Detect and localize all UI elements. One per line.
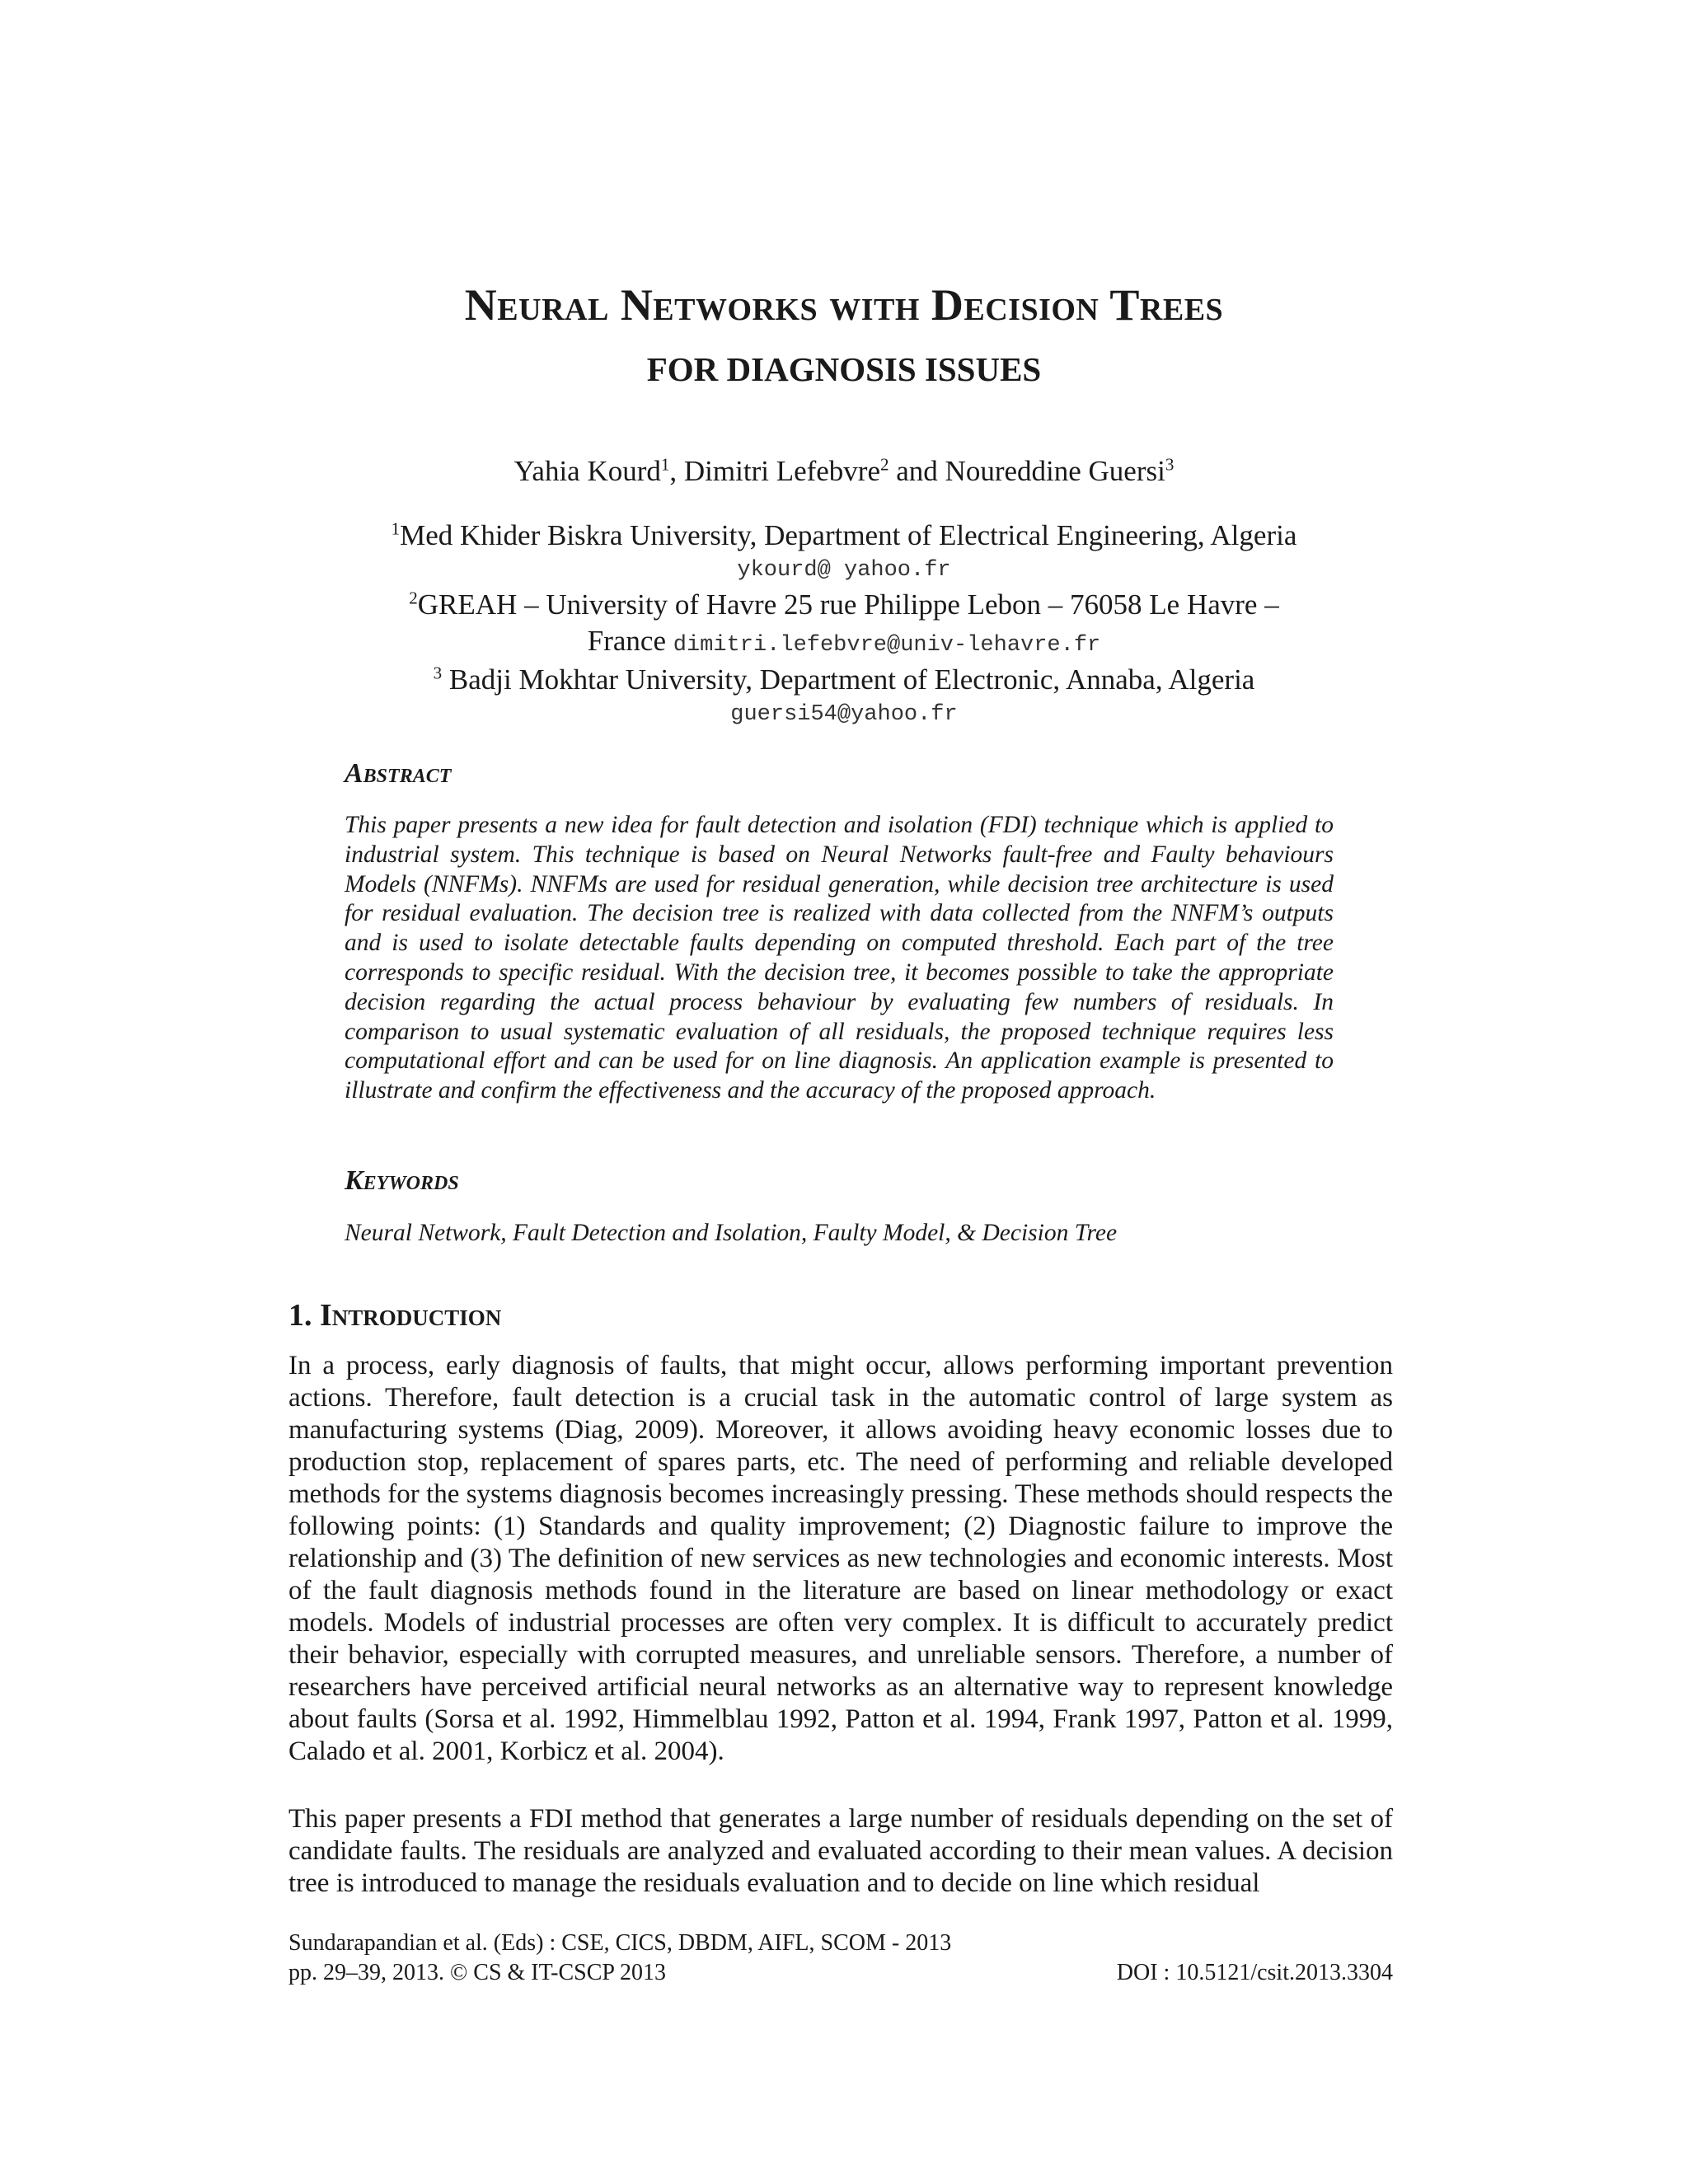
title-line-1: Neural Networks with Decision Trees xyxy=(464,280,1224,330)
section-heading-introduction: 1. Introduction xyxy=(288,1298,502,1333)
author-separator: , xyxy=(669,455,684,487)
affiliation-list xyxy=(0,518,1688,731)
email-1[interactable]: ykourd@ yahoo.fr xyxy=(737,558,951,583)
affil-text: GREAH – University of Havre 25 rue Philippe Lebon – 76058 Le Havre – xyxy=(417,588,1279,621)
affil-marker: 2 xyxy=(409,588,418,608)
keywords-body: Neural Network, Fault Detection and Isolation, Faulty Model, & Decision Tree xyxy=(345,1220,1118,1246)
author-list xyxy=(0,452,1688,491)
keywords-heading: Keywords xyxy=(345,1165,459,1196)
author-name: Dimitri Lefebvre xyxy=(683,455,880,487)
affil-marker: 1 xyxy=(391,518,401,539)
affiliation-3 xyxy=(0,662,1688,698)
author-name: Noureddine Guersi xyxy=(945,455,1165,487)
page-footer xyxy=(288,1929,1393,1988)
footer-doi[interactable]: DOI : 10.5121/csit.2013.3304 xyxy=(1116,1960,1393,1985)
abstract-body: This paper presents a new idea for fault detection and isolation (FDI) technique which is applied to industrial system. This technique is based on Neural Networks fault-free and Faulty behaviours Models (NNFMs). NNFMs are used for residual generation, while decision tree architecture is used for residual evaluation. The decision tree is realized with data collected from the NNFM’s outputs and is used to isolate detectable faults depending on computed threshold. Each part of the tree corresponds to specific residual. With the decision tree, it becomes possible to take the appropriate decision regarding the actual process behaviour by evaluating few numbers of residuals. In comparison to usual systematic evaluation of all residuals, the proposed technique requires less computational effort and can be used for on line diagnosis. An application example is presented to illustrate and confirm the effectiveness and the accuracy of the proposed approach. xyxy=(345,812,1334,1104)
email-3[interactable]: guersi54@yahoo.fr xyxy=(730,702,958,727)
author-separator: and xyxy=(889,455,945,487)
footer-proceedings: Sundarapandian et al. (Eds) : CSE, CICS, DBDM, AIFL, SCOM - 2013 xyxy=(288,1930,952,1956)
author-affil-marker: 3 xyxy=(1165,454,1175,475)
author-affil-marker: 2 xyxy=(880,454,889,475)
affil-text: France xyxy=(587,625,673,657)
abstract-heading: Abstract xyxy=(345,758,452,789)
affiliation-2-cont xyxy=(0,623,1688,662)
affil-marker: 3 xyxy=(433,663,443,683)
email-2[interactable]: dimitri.lefebvre@univ-lehavre.fr xyxy=(673,633,1101,658)
footer-pages-copyright: pp. 29–39, 2013. © CS & IT-CSCP 2013 xyxy=(288,1960,666,1985)
affil-text: Med Khider Biskra University, Department of Electrical Engineering, Algeria xyxy=(400,519,1297,551)
author-affil-marker: 1 xyxy=(660,454,670,475)
paper-title xyxy=(0,272,1688,399)
intro-paragraph-2: This paper presents a FDI method that generates a large number of residuals depending on the set of candidate faults. The residuals are analyzed and evaluated according to their mean values. A decision tree is introduced to manage the residuals evaluation and to decide on line which residual xyxy=(288,1804,1393,1898)
affil-text: Badji Mokhtar University, Department of Electronic, Annaba, Algeria xyxy=(442,663,1255,696)
affiliation-1 xyxy=(0,518,1688,554)
intro-paragraph-1: In a process, early diagnosis of faults, that might occur, allows performing important prevention actions. Therefore, fault detection is a crucial task in the automatic control of large system as manufacturing systems (Diag, 2009). Moreover, it allows avoiding heavy economic losses due to production stop, replacement of spares parts, etc. The need of performing and reliable developed methods for the systems diagnosis becomes increasingly pressing. These methods should respects the following points: (1) Standards and quality improvement; (2) Diagnostic failure to improve the relationship and (3) The definition of new services as new technologies and economic interests. Most of the fault diagnosis methods found in the literature are based on linear methodology or exact models. Models of industrial processes are often very complex. It is difficult to accurately predict their behavior, especially with corrupted measures, and unreliable sensors. Therefore, a number of researchers have perceived artificial neural networks as an alternative way to represent knowledge about faults (Sorsa et al. 1992, Himmelblau 1992, Patton et al. 1994, Frank 1997, Patton et al. 1999, Calado et al. 2001, Korbicz et al. 2004). xyxy=(288,1351,1393,1766)
title-line-2: FOR DIAGNOSIS ISSUES xyxy=(646,350,1042,388)
footer-row xyxy=(288,1958,1393,1988)
author-name: Yahia Kourd xyxy=(513,455,661,487)
affiliation-2 xyxy=(0,587,1688,623)
